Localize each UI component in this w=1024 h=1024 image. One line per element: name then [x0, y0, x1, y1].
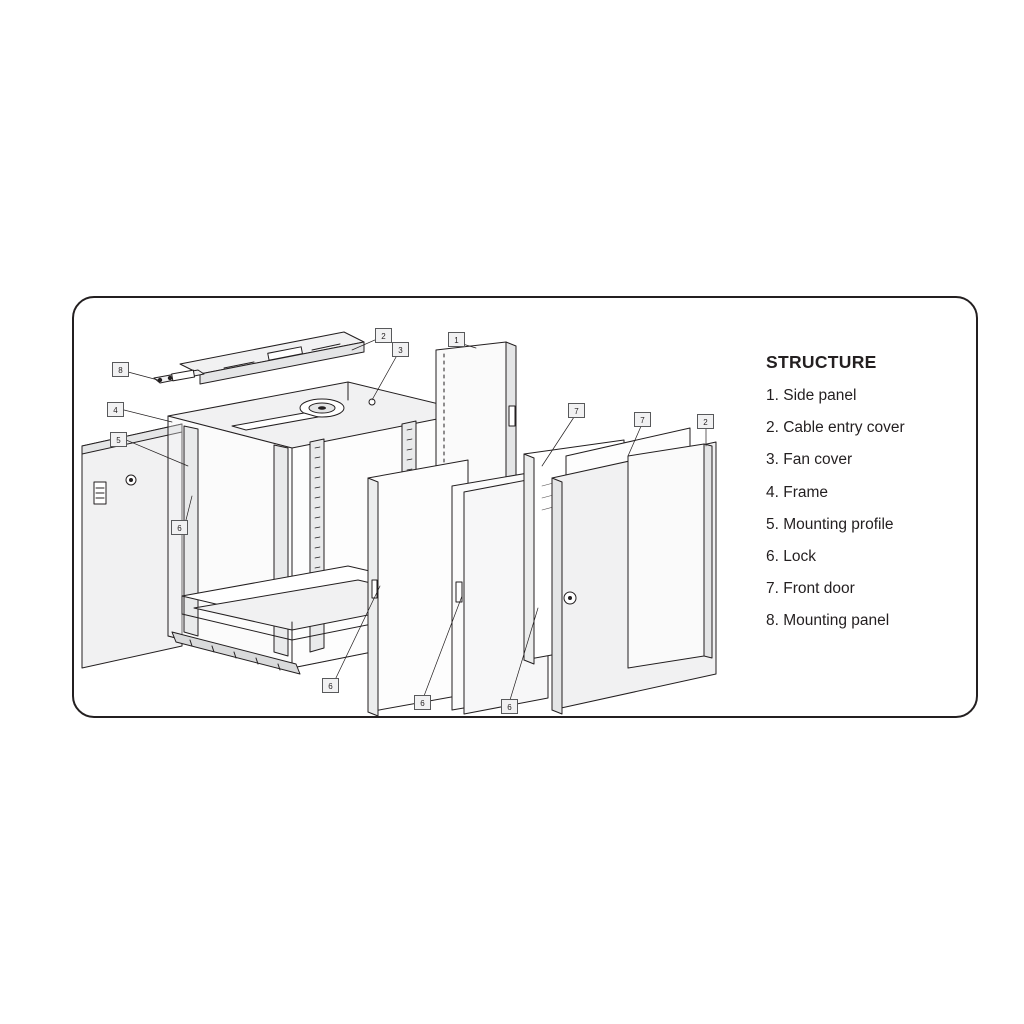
cable-entry-cover-part [180, 332, 364, 384]
frame-part-left [154, 370, 204, 383]
callout-8-left: 8 [112, 362, 129, 377]
callout-1-top: 1 [448, 332, 465, 347]
legend-item-lock: 6. Lock [766, 547, 816, 565]
legend-heading: STRUCTURE [766, 352, 877, 372]
callout-5-left: 5 [110, 432, 127, 447]
callout-3-top: 3 [392, 342, 409, 357]
legend-item-frame: 4. Frame [766, 483, 829, 501]
legend-item-mounting-profile: 5. Mounting profile [766, 515, 894, 533]
legend-item-fan-cover: 3. Fan cover [766, 451, 853, 469]
callout-6-left: 6 [171, 520, 188, 535]
callout-6-lower-mid: 6 [414, 695, 431, 710]
structure-legend [766, 352, 976, 645]
legend-item-mounting-panel: 8. Mounting panel [766, 612, 890, 630]
callout-6-lower-right: 6 [501, 699, 518, 714]
callout-7-right: 7 [634, 412, 651, 427]
right-side-panel-part [628, 444, 712, 668]
legend-item-side-panel: 1. Side panel [766, 387, 857, 404]
mounting-panel-part [82, 424, 182, 668]
callout-2-top: 2 [375, 328, 392, 343]
legend-item-front-door: 7. Front door [766, 580, 855, 598]
callout-4-left: 4 [107, 402, 124, 417]
callout-6-lower-left: 6 [322, 678, 339, 693]
legend-item-cable-entry-cover: 2. Cable entry cover [766, 419, 905, 437]
callout-7-mid: 7 [568, 403, 585, 418]
callout-2-right: 2 [697, 414, 714, 429]
